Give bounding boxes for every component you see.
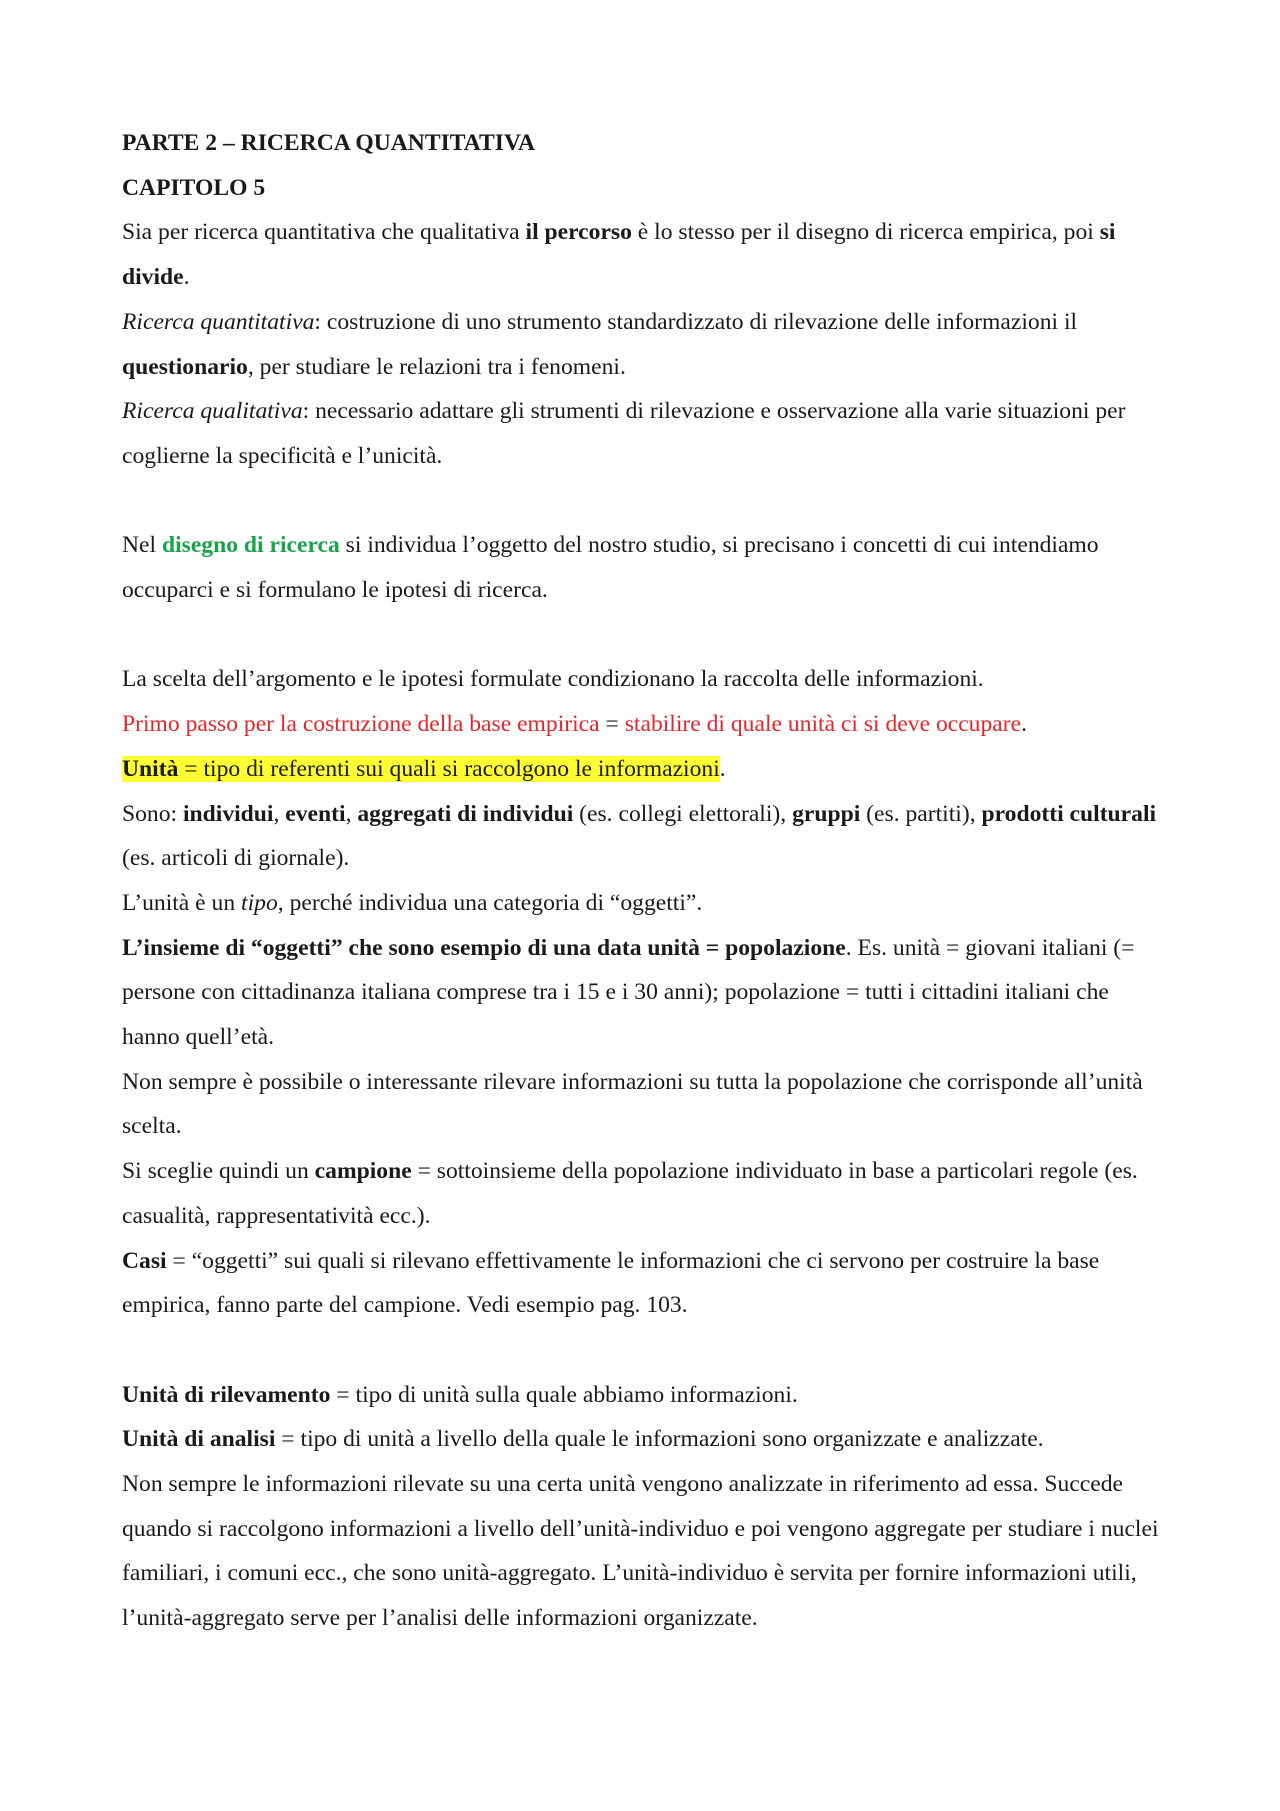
- blank-line: [122, 613, 1162, 658]
- paragraph-intro: Sia per ricerca quantitativa che qualitativa il percorso è lo stesso per il disegno di ricerca empirica, poi si divide.: [122, 219, 1116, 291]
- paragraph-population: L’insieme di “oggetti” che sono esempio di una data unità = popolazione. Es. unità = giovani italiani (= persone con cittadinanza italiana comprese tra i 15 e i 30 anni); popolazione = tutti i cittadini italiani che hanno quell’età.: [122, 934, 1135, 1051]
- document-body: [122, 121, 1162, 1641]
- paragraph-cases: Casi = “oggetti” sui quali si rilevano effettivamente le informazioni che ci servono per costruire la base empirica, fanno parte del campione. Vedi esempio pag. 103.: [122, 1247, 1100, 1319]
- paragraph-sample: Si sceglie quindi un campione = sottoinsieme della popolazione individuato in base a particolari regole (es. casualità, rappresentatività ecc.).: [122, 1158, 1138, 1229]
- part-heading: PARTE 2 – RICERCA QUANTITATIVA: [122, 130, 535, 156]
- paragraph-first-step: Primo passo per la costruzione della base empirica = stabilire di quale unità ci si deve occupare.: [122, 711, 1027, 738]
- paragraph-not-always: Non sempre è possibile o interessante rilevare informazioni su tutta la popolazione che corrisponde all’unità scelta.: [122, 1068, 1143, 1140]
- blank-line: [122, 1328, 1162, 1373]
- paragraph-research-design: Nel disegno di ricerca si individua l’oggetto del nostro studio, si precisano i concetti di cui intendiamo occuparci e si formulano le ipotesi di ricerca.: [122, 532, 1099, 604]
- paragraph-detection-unit: Unità di rilevamento = tipo di unità sulla quale abbiamo informazioni.: [122, 1381, 798, 1408]
- blank-line: [122, 479, 1162, 524]
- chapter-heading: CAPITOLO 5: [122, 174, 266, 201]
- paragraph-analysis-unit: Unità di analisi = tipo di unità a livello della quale le informazioni sono organizzate e analizzate.: [122, 1426, 1044, 1453]
- paragraph-qualitative: Ricerca qualitativa: necessario adattare gli strumenti di rilevazione e osservazione alla varie situazioni per coglierne la specificità e l’unicità.: [122, 398, 1126, 469]
- paragraph-unit-types: Sono: individui, eventi, aggregati di individui (es. collegi elettorali), gruppi (es. partiti), prodotti culturali (es. articoli di giornale).: [122, 800, 1157, 872]
- paragraph-aggregation: Non sempre le informazioni rilevate su una certa unità vengono analizzate in riferimento ad essa. Succede quando si raccolgono informazioni a livello dell’unità-individuo e poi vengono aggregate per studiare i nuclei familiari, i comuni ecc., che sono unità-aggregato. L’unità-individuo è servita per fornire informazioni utili, l’unità-aggregato serve per l’analisi delle informazioni organizzate.: [122, 1471, 1159, 1632]
- paragraph-quantitative: Ricerca quantitativa: costruzione di uno strumento standardizzato di rilevazione delle informazioni il questionario, per studiare le relazioni tra i fenomeni.: [122, 308, 1078, 380]
- paragraph-unit-definition: Unità = tipo di referenti sui quali si raccolgono le informazioni.: [122, 755, 726, 782]
- paragraph-unit-type: L’unità è un tipo, perché individua una categoria di “oggetti”.: [122, 889, 703, 916]
- paragraph-topic-choice: La scelta dell’argomento e le ipotesi formulate condizionano la raccolta delle informazioni.: [122, 666, 984, 693]
